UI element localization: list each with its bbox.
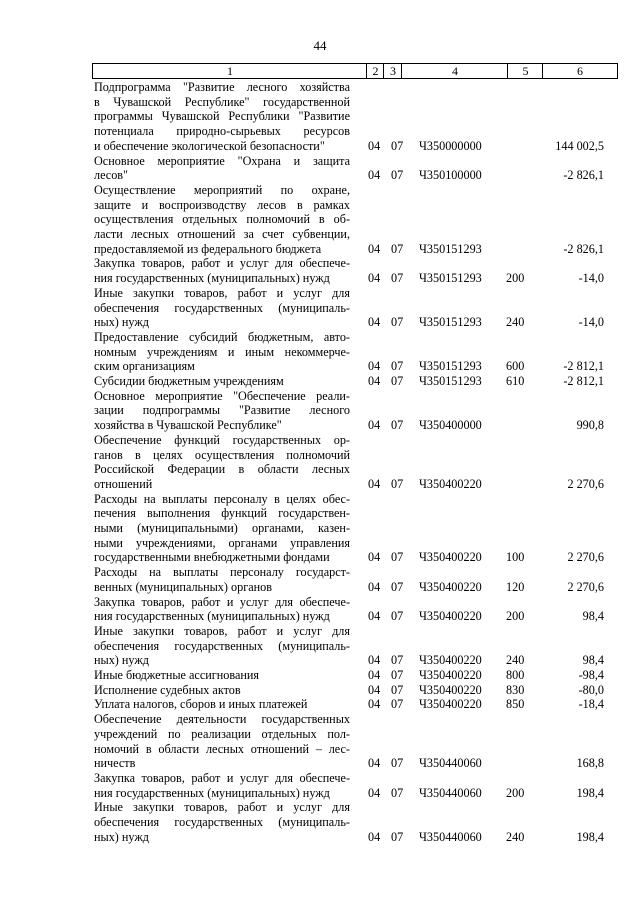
description-line: обеспечения государственных (муниципаль- [94, 638, 350, 653]
description-line: Уплата налогов, сборов и иных платежей [94, 697, 308, 712]
header-col-5: 5 [507, 63, 543, 79]
description-line: Иные закупки товаров, работ и услуг для [94, 800, 350, 815]
target-article-code: Ч350151293 [419, 241, 482, 256]
header-col-6: 6 [542, 63, 618, 79]
table-row [0, 624, 640, 668]
row-description [94, 330, 350, 374]
description-line: хозяйства в Чувашской Республике" [94, 418, 282, 433]
table-row [0, 697, 640, 712]
amount-value: 168,8 [576, 756, 604, 771]
amount-value: 2 270,6 [567, 579, 604, 594]
target-article-code: Ч350400220 [419, 682, 482, 697]
target-article-code: Ч350400220 [419, 476, 482, 491]
row-description [94, 800, 350, 844]
section-code: 04 [368, 829, 381, 844]
target-article-code: Ч350400220 [419, 653, 482, 668]
section-code: 04 [368, 579, 381, 594]
description-line: Осуществление мероприятий по охране, [94, 182, 350, 197]
description-line: обеспечения государственных (муниципаль- [94, 815, 350, 829]
description-line: ния государственных (муниципальных) нужд [94, 271, 330, 286]
row-description [94, 154, 350, 183]
target-article-code: Ч350400220 [419, 697, 482, 712]
target-article-code: Ч350151293 [419, 374, 482, 388]
description-line: Иные бюджетные ассигнования [94, 668, 260, 682]
amount-value: 990,8 [576, 418, 604, 433]
table-row [0, 154, 640, 183]
row-description [94, 492, 350, 566]
amount-value: 2 270,6 [567, 550, 604, 565]
table-row [0, 389, 640, 433]
description-line: ных) нужд [94, 315, 149, 330]
target-article-code: Ч350400220 [419, 579, 482, 594]
subsection-code: 07 [391, 271, 404, 286]
table-row [0, 595, 640, 624]
description-line: Основное мероприятие "Обеспечение реали- [94, 388, 350, 403]
description-line: ными учреждениями, органами управления [94, 535, 350, 550]
row-description [94, 595, 350, 624]
description-line: Иные закупки товаров, работ и услуг для [94, 623, 350, 638]
table-row [0, 286, 640, 330]
subsection-code: 07 [391, 609, 404, 624]
description-line: Обеспечение функций государственных ор- [94, 432, 350, 447]
row-description [94, 433, 350, 492]
subsection-code: 07 [391, 241, 404, 256]
table-row [0, 80, 640, 154]
target-article-code: Ч350440060 [419, 756, 482, 771]
subsection-code: 07 [391, 374, 404, 388]
description-line: Исполнение судебных актов [94, 682, 241, 697]
expense-type-code: 200 [506, 609, 525, 624]
row-description [94, 80, 350, 154]
target-article-code: Ч350440060 [419, 785, 482, 800]
row-description [94, 697, 350, 712]
section-code: 04 [368, 682, 381, 697]
section-code: 04 [368, 168, 381, 183]
subsection-code: 07 [391, 579, 404, 594]
section-code: 04 [368, 418, 381, 433]
description-line: ных) нужд [94, 829, 149, 844]
row-description [94, 256, 350, 285]
description-line: венных (муниципальных) органов [94, 579, 272, 594]
description-line: учреждений по реализации отдельных пол- [94, 726, 350, 741]
row-description [94, 389, 350, 433]
table-row [0, 330, 640, 374]
amount-value: -18,4 [578, 697, 604, 712]
description-line: Расходы на выплаты персоналу в целях обес- [94, 491, 350, 506]
target-article-code: Ч350400220 [419, 550, 482, 565]
row-description [94, 565, 350, 594]
expense-type-code: 240 [506, 653, 525, 668]
table-row [0, 668, 640, 683]
amount-value: -14,0 [578, 271, 604, 286]
expense-type-code: 240 [506, 315, 525, 330]
description-line: Закупка товаров, работ и услуг для обеспече- [94, 256, 350, 271]
description-line: обеспечения государственных (муниципаль- [94, 300, 350, 315]
table-row [0, 374, 640, 389]
target-article-code: Ч350151293 [419, 271, 482, 286]
amount-value: -80,0 [578, 682, 604, 697]
target-article-code: Ч350440060 [419, 829, 482, 844]
description-line: ласти лесных отношений за счет субвенции, [94, 227, 350, 241]
expense-type-code: 200 [506, 785, 525, 800]
subsection-code: 07 [391, 168, 404, 183]
description-line: Закупка товаров, работ и услуг для обеспече- [94, 594, 350, 609]
section-code: 04 [368, 374, 381, 388]
amount-value: 198,4 [576, 785, 604, 800]
subsection-code: 07 [391, 476, 404, 491]
section-code: 04 [368, 241, 381, 256]
header-col-3: 3 [383, 63, 402, 79]
description-line: ных) нужд [94, 653, 149, 668]
description-line: Расходы на выплаты персоналу государст- [94, 565, 350, 580]
description-line: ния государственных (муниципальных) нужд [94, 609, 330, 624]
amount-value: -14,0 [578, 315, 604, 330]
description-line: лесов" [94, 168, 129, 183]
expense-type-code: 600 [506, 359, 525, 374]
header-col-2: 2 [366, 63, 384, 79]
expense-type-code: 200 [506, 271, 525, 286]
subsection-code: 07 [391, 785, 404, 800]
description-line: Предоставление субсидий бюджетным, авто- [94, 329, 350, 344]
description-line: в Чувашской Республике" государственной [94, 94, 350, 109]
subsection-code: 07 [391, 418, 404, 433]
table-row [0, 433, 640, 492]
target-article-code: Ч350400220 [419, 668, 482, 682]
description-line: ния государственных (муниципальных) нужд [94, 785, 330, 800]
row-description [94, 712, 350, 771]
description-line: печения выполнения функций государствен- [94, 506, 350, 521]
description-line: и обеспечение экологической безопасности" [94, 138, 325, 153]
amount-value: 98,4 [582, 609, 604, 624]
section-code: 04 [368, 138, 381, 153]
description-line: Субсидии бюджетным учреждениям [94, 374, 284, 388]
expense-type-code: 100 [506, 550, 525, 565]
amount-value: -2 826,1 [563, 168, 604, 183]
row-description [94, 374, 350, 389]
expense-type-code: 830 [506, 682, 525, 697]
target-article-code: Ч350400220 [419, 609, 482, 624]
amount-value: 2 270,6 [567, 476, 604, 491]
expense-type-code: 240 [506, 829, 525, 844]
section-code: 04 [368, 756, 381, 771]
target-article-code: Ч350151293 [419, 359, 482, 374]
description-line: Обеспечение деятельности государственных [94, 712, 350, 727]
amount-value: 144 002,5 [555, 138, 604, 153]
subsection-code: 07 [391, 697, 404, 712]
section-code: 04 [368, 359, 381, 374]
subsection-code: 07 [391, 668, 404, 682]
table-row [0, 712, 640, 771]
amount-value: -2 826,1 [563, 241, 604, 256]
section-code: 04 [368, 785, 381, 800]
row-description [94, 771, 350, 800]
table-row [0, 771, 640, 800]
description-line: государственными внебюджетными фондами [94, 550, 330, 565]
section-code: 04 [368, 653, 381, 668]
section-code: 04 [368, 476, 381, 491]
subsection-code: 07 [391, 138, 404, 153]
description-line: Иные закупки товаров, работ и услуг для [94, 285, 350, 300]
row-description [94, 183, 350, 257]
subsection-code: 07 [391, 315, 404, 330]
description-line: Российской Федерации в области лесных [94, 462, 350, 477]
subsection-code: 07 [391, 550, 404, 565]
table-row [0, 256, 640, 285]
page-number: 44 [313, 38, 327, 53]
expense-type-code: 120 [506, 579, 525, 594]
subsection-code: 07 [391, 829, 404, 844]
expense-type-code: 850 [506, 697, 525, 712]
amount-value: -98,4 [578, 668, 604, 682]
subsection-code: 07 [391, 359, 404, 374]
section-code: 04 [368, 315, 381, 330]
description-line: ским организациям [94, 359, 195, 374]
section-code: 04 [368, 271, 381, 286]
amount-value: -2 812,1 [563, 359, 604, 374]
description-line: ничеств [94, 756, 136, 771]
amount-value: 198,4 [576, 829, 604, 844]
amount-value: -2 812,1 [563, 374, 604, 388]
description-line: Закупка товаров, работ и услуг для обеспече- [94, 770, 350, 785]
row-description [94, 286, 350, 330]
description-line: осуществления отдельных полномочий в об- [94, 212, 350, 227]
description-line: защите и воспроизводству лесов в рамках [94, 197, 350, 212]
amount-value: 98,4 [582, 653, 604, 668]
description-line: номным учреждениям и иным некоммерче- [94, 344, 350, 359]
description-line: программы Чувашской Республики "Развитие [94, 109, 350, 124]
description-line: отношений [94, 476, 153, 491]
description-line: предоставляемой из федерального бюджета [94, 241, 322, 256]
description-line: зации подпрограммы "Развитие лесного [94, 403, 350, 418]
row-description [94, 668, 350, 683]
description-line: ными (муниципальными) органами, казен- [94, 521, 350, 535]
table-row [0, 492, 640, 566]
header-col-1: 1 [92, 63, 367, 79]
description-line: Основное мероприятие "Охрана и защита [94, 153, 350, 168]
section-code: 04 [368, 668, 381, 682]
target-article-code: Ч350100000 [419, 168, 482, 183]
subsection-code: 07 [391, 682, 404, 697]
target-article-code: Ч350151293 [419, 315, 482, 330]
section-code: 04 [368, 697, 381, 712]
subsection-code: 07 [391, 756, 404, 771]
header-col-4: 4 [401, 63, 508, 79]
section-code: 04 [368, 550, 381, 565]
table-row [0, 183, 640, 257]
description-line: номочий в области лесных отношений – лес- [94, 741, 350, 756]
subsection-code: 07 [391, 653, 404, 668]
description-line: Подпрограмма "Развитие лесного хозяйства [94, 80, 350, 94]
table-row [0, 800, 640, 844]
table-row [0, 683, 640, 698]
table-row [0, 565, 640, 594]
section-code: 04 [368, 609, 381, 624]
expense-type-code: 800 [506, 668, 525, 682]
description-line: потенциала природно-сырьевых ресурсов [94, 124, 350, 139]
row-description [94, 624, 350, 668]
row-description [94, 683, 350, 698]
target-article-code: Ч350400000 [419, 418, 482, 433]
expense-type-code: 610 [506, 374, 525, 388]
target-article-code: Ч350000000 [419, 138, 482, 153]
description-line: ганов в целях осуществления полномочий [94, 447, 350, 462]
